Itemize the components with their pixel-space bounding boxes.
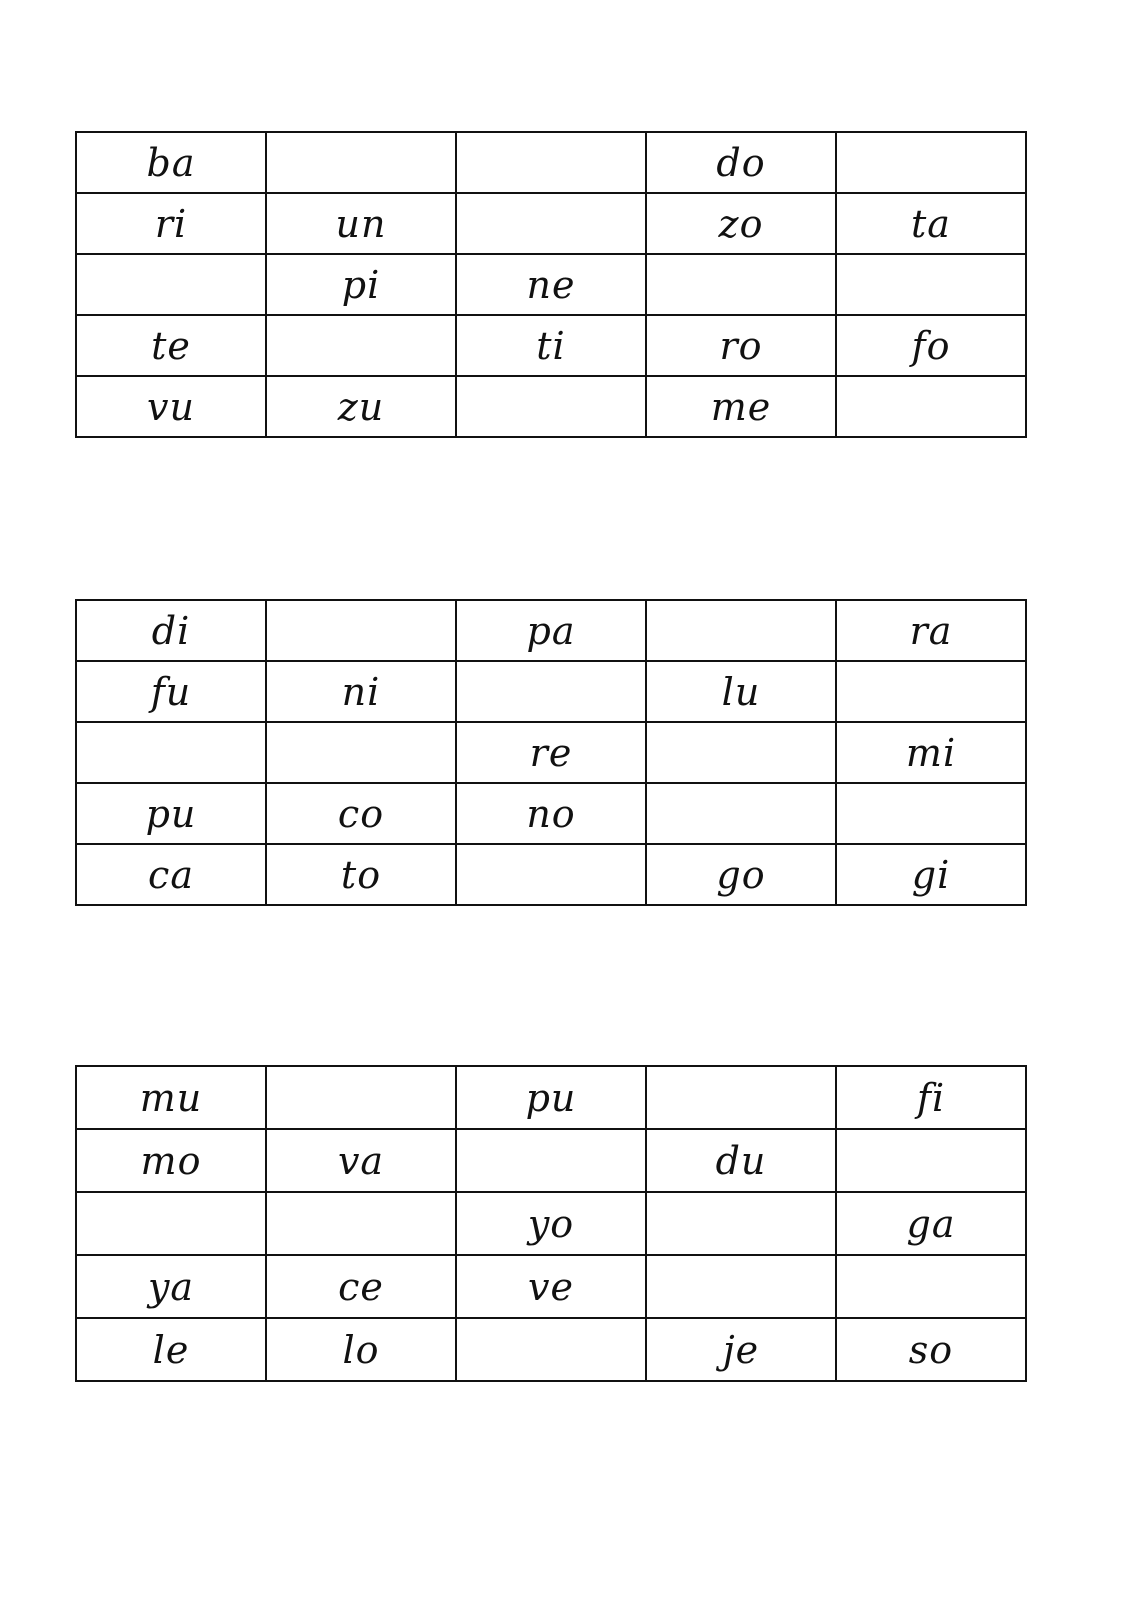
table-cell: pu — [76, 783, 266, 844]
table-cell — [646, 722, 836, 783]
table-cell — [76, 254, 266, 315]
table-cell — [76, 722, 266, 783]
table-cell: lo — [266, 1318, 456, 1381]
table-row — [76, 376, 1026, 437]
table-cell: je — [646, 1318, 836, 1381]
table-cell — [836, 783, 1026, 844]
table-row — [76, 132, 1026, 193]
table-cell: re — [456, 722, 646, 783]
table-cell — [836, 254, 1026, 315]
table-row — [76, 1192, 1026, 1255]
table-cell: vu — [76, 376, 266, 437]
table-cell: ta — [836, 193, 1026, 254]
table-cell — [456, 376, 646, 437]
table-row — [76, 1255, 1026, 1318]
table-cell: ti — [456, 315, 646, 376]
table-row — [76, 254, 1026, 315]
syllable-grid-1 — [75, 131, 1027, 438]
table-cell: mu — [76, 1066, 266, 1129]
table-cell: fo — [836, 315, 1026, 376]
table-cell: zu — [266, 376, 456, 437]
table-cell — [836, 132, 1026, 193]
table-cell: pu — [456, 1066, 646, 1129]
table-cell: ni — [266, 661, 456, 722]
table-cell: ra — [836, 600, 1026, 661]
table-cell: ce — [266, 1255, 456, 1318]
table-cell — [266, 315, 456, 376]
table-cell: di — [76, 600, 266, 661]
table-cell: ya — [76, 1255, 266, 1318]
table-cell: ga — [836, 1192, 1026, 1255]
syllable-grid-3 — [75, 1065, 1027, 1382]
table-cell — [646, 600, 836, 661]
table-cell: pi — [266, 254, 456, 315]
table-cell — [456, 844, 646, 905]
table-cell: ca — [76, 844, 266, 905]
table-cell — [456, 1318, 646, 1381]
table-row — [76, 1129, 1026, 1192]
table-cell — [456, 193, 646, 254]
table-cell — [646, 1255, 836, 1318]
table-cell: le — [76, 1318, 266, 1381]
table-cell: du — [646, 1129, 836, 1192]
table-row — [76, 1318, 1026, 1381]
table-row — [76, 315, 1026, 376]
table-cell: ne — [456, 254, 646, 315]
table-cell: go — [646, 844, 836, 905]
table-cell: yo — [456, 1192, 646, 1255]
table-cell: mi — [836, 722, 1026, 783]
table-cell — [836, 1255, 1026, 1318]
table-cell: pa — [456, 600, 646, 661]
table-cell: do — [646, 132, 836, 193]
table-row — [76, 193, 1026, 254]
table-row — [76, 661, 1026, 722]
table-cell: to — [266, 844, 456, 905]
table-cell — [646, 1192, 836, 1255]
table-cell: ve — [456, 1255, 646, 1318]
table-cell — [836, 1129, 1026, 1192]
table-cell — [456, 132, 646, 193]
table-cell — [266, 600, 456, 661]
table-cell — [456, 1129, 646, 1192]
table-cell: fi — [836, 1066, 1026, 1129]
table-cell — [836, 376, 1026, 437]
table-cell: ba — [76, 132, 266, 193]
table-cell — [646, 1066, 836, 1129]
table-cell — [646, 783, 836, 844]
table-cell: te — [76, 315, 266, 376]
table-cell: ro — [646, 315, 836, 376]
table-row — [76, 600, 1026, 661]
table-cell: un — [266, 193, 456, 254]
table-cell — [836, 661, 1026, 722]
table-cell: fu — [76, 661, 266, 722]
table-cell: zo — [646, 193, 836, 254]
table-cell — [646, 254, 836, 315]
table-cell: gi — [836, 844, 1026, 905]
table-row — [76, 722, 1026, 783]
table-cell: me — [646, 376, 836, 437]
table-cell — [266, 1192, 456, 1255]
table-row — [76, 844, 1026, 905]
table-cell: mo — [76, 1129, 266, 1192]
table-cell: lu — [646, 661, 836, 722]
table-cell: ri — [76, 193, 266, 254]
table-cell: no — [456, 783, 646, 844]
table-cell — [456, 661, 646, 722]
table-cell: co — [266, 783, 456, 844]
table-row — [76, 1066, 1026, 1129]
table-cell — [266, 132, 456, 193]
table-cell — [76, 1192, 266, 1255]
table-cell: va — [266, 1129, 456, 1192]
table-row — [76, 783, 1026, 844]
table-cell — [266, 1066, 456, 1129]
syllable-grid-2 — [75, 599, 1027, 906]
table-cell — [266, 722, 456, 783]
table-cell: so — [836, 1318, 1026, 1381]
